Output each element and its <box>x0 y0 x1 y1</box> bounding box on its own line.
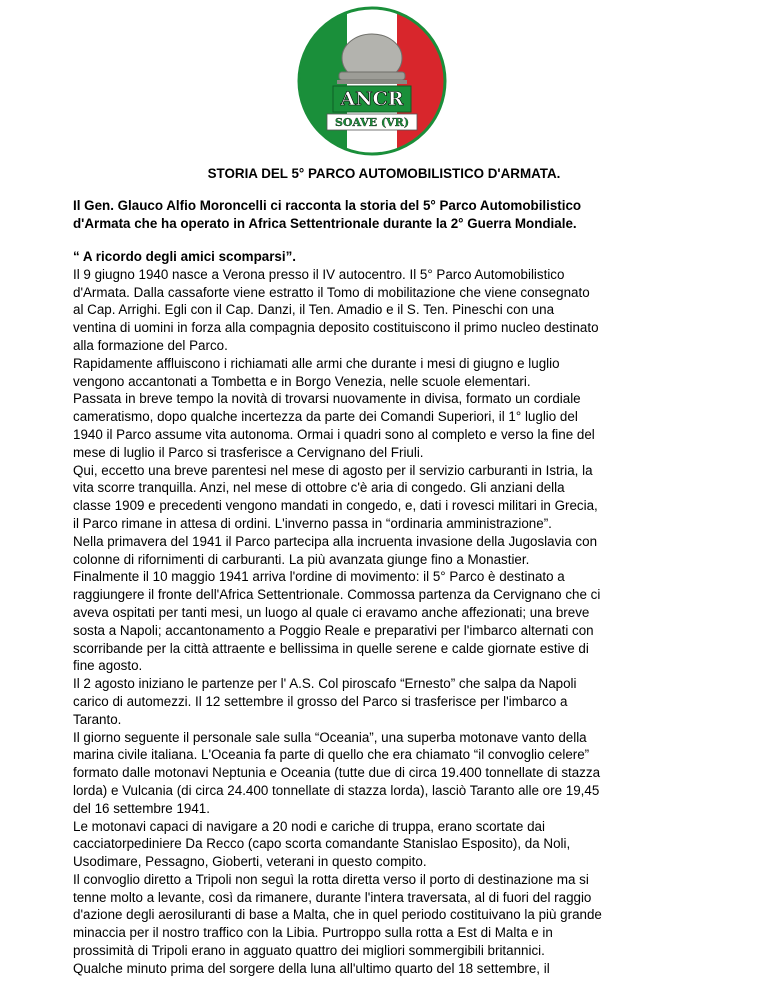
body-line: Qui, eccetto una breve parentesi nel mese di agosto per il servizio carburanti in Istria, la <box>73 462 593 478</box>
body-line: d'Armata. Dalla cassaforte viene estratto il Tomo di mobilitazione che viene consegnato <box>73 284 590 300</box>
body-line: vengono accantonati a Tombetta e in Borgo Venezia, nelle scuole elementari. <box>73 373 531 389</box>
body-line: ventina di uomini in forza alla compagnia deposito costituiscono il primo nucleo destinato <box>73 320 599 336</box>
body-line: Il 2 agosto iniziano le partenze per l' A.S. Col piroscafo “Ernesto” che salpa da Napoli <box>73 676 577 692</box>
body-line: Taranto. <box>73 711 122 727</box>
article-body <box>73 248 703 978</box>
dedication-heading: “ A ricordo degli amici scomparsi”. <box>73 249 296 264</box>
body-line: Passata in breve tempo la novità di trovarsi nuovamente in divisa, formato un cordiale <box>73 391 581 407</box>
intro-line: Il Gen. Glauco Alfio Moroncelli ci racconta la storia del 5° Parco Automobilistico <box>73 198 582 213</box>
body-line: Nella primavera del 1941 il Parco partecipa alla incruenta invasione della Jugoslavia con <box>73 533 598 549</box>
body-line: Finalmente il 10 maggio 1941 arriva l'ordine di movimento: il 5° Parco è destinato a <box>73 569 565 585</box>
ancr-logo <box>297 6 447 156</box>
body-line: alla formazione del Parco. <box>73 337 228 353</box>
body-line: cameratismo, dopo qualche incertezza da parte dei Comandi Superiori, il 1° luglio del <box>73 409 578 425</box>
body-line: fine agosto. <box>73 658 143 674</box>
body-line: formato dalle motonavi Neptunia e Oceania (tutte due di circa 19.400 tonnellate di stazza <box>73 765 601 781</box>
body-line: Usodimare, Pessagno, Gioberti, veterani in questo compito. <box>73 854 427 870</box>
body-line: classe 1909 e precedenti vengono mandati in congedo, e, dati i rovesci militari in Grecia, <box>73 498 598 514</box>
body-line: Il giorno seguente il personale sale sulla “Oceania”, una superba motonave vanto della <box>73 729 587 745</box>
logo-subtitle: SOAVE (VR) <box>334 116 410 129</box>
body-line: aveva ospitati per tanti mesi, un luogo al quale ci eravamo anche affezionati; una breve <box>73 604 590 620</box>
body-line: prossimità di Tripoli erano in agguato quattro dei migliori sommergibili britannici. <box>73 943 545 959</box>
body-line: Il convoglio diretto a Tripoli non seguì la rotta diretta verso il porto di destinazione ma si <box>73 871 589 887</box>
body-line: del 16 settembre 1941. <box>73 800 210 816</box>
body-line: al Cap. Arrighi. Egli con il Cap. Danzi, il Ten. Amadio e il S. Ten. Pineschi con una <box>73 302 555 318</box>
body-line: marina civile italiana. L'Oceania fa parte di quello che era chiamato “il convoglio celere” <box>73 747 590 763</box>
body-line: Qualche minuto prima del sorgere della luna all'ultimo quarto del 18 settembre, il <box>73 960 550 976</box>
body-line: raggiungere il fronte dell'Africa Settentrionale. Commossa partenza da Cervignano che ci <box>73 587 601 603</box>
body-line: mese di luglio il Parco si trasferisce a Cervignano del Friuli. <box>73 444 424 460</box>
intro-line: d'Armata che ha operato in Africa Settentrionale durante la 2° Guerra Mondiale. <box>73 215 577 231</box>
body-line: minaccia per il nostro traffico con la Libia. Purtroppo sulla rotta a Est di Malta e in <box>73 925 553 941</box>
body-line: lorda) e Vulcania (di circa 24.400 tonnellate di stazza lorda), lasciò Taranto alle ore 19,45 <box>73 782 600 798</box>
body-line: carico di automezzi. Il 12 settembre il grosso del Parco si trasferisce per l'imbarco a <box>73 693 568 709</box>
body-line: Le motonavi capaci di navigare a 20 nodi e cariche di truppa, erano scortate dai <box>73 818 545 834</box>
document-title: STORIA DEL 5° PARCO AUTOMOBILISTICO D'ARMATA. <box>207 166 561 181</box>
body-line: Rapidamente affluiscono i richiamati alle armi che durante i mesi di giugno e luglio <box>73 355 560 371</box>
body-line: colonne di rifornimenti di carburanti. La più avanzata giunge fino a Monastier. <box>73 551 530 567</box>
body-line: tenne molto a levante, così da rimanere, durante l'intera traversata, al di fuori del raggio <box>73 889 592 905</box>
body-line: il Parco rimane in attesa di ordini. L'inverno passa in “ordinaria amministrazione”. <box>73 515 552 531</box>
intro-paragraph <box>73 197 703 233</box>
body-line: Il 9 giugno 1940 nasce a Verona presso il IV autocentro. Il 5° Parco Automobilistico <box>73 266 565 282</box>
body-line: d'azione degli aerosiluranti di base a Malta, che in quel periodo costituivano la più grande <box>73 907 602 923</box>
body-line: cacciatorpediniere Da Recco (capo scorta comandante Stanislao Esposito), da Noli, <box>73 836 571 852</box>
body-line: sosta a Napoli; accantonamento a Poggio Reale e preparativi per l'imbarco alternati con <box>73 622 594 638</box>
body-line: 1940 il Parco assume vita autonoma. Ormai i quadri sono al completo e verso la fine del <box>73 426 595 442</box>
body-line: scorribande per la città attraente e bellissima in quelle serene e calde giornate estive di <box>73 640 589 656</box>
body-line: vita scorre tranquilla. Anzi, nel mese di ottobre c'è aria di congedo. Gli anziani della <box>73 480 565 496</box>
logo-title: ANCR <box>340 88 404 110</box>
